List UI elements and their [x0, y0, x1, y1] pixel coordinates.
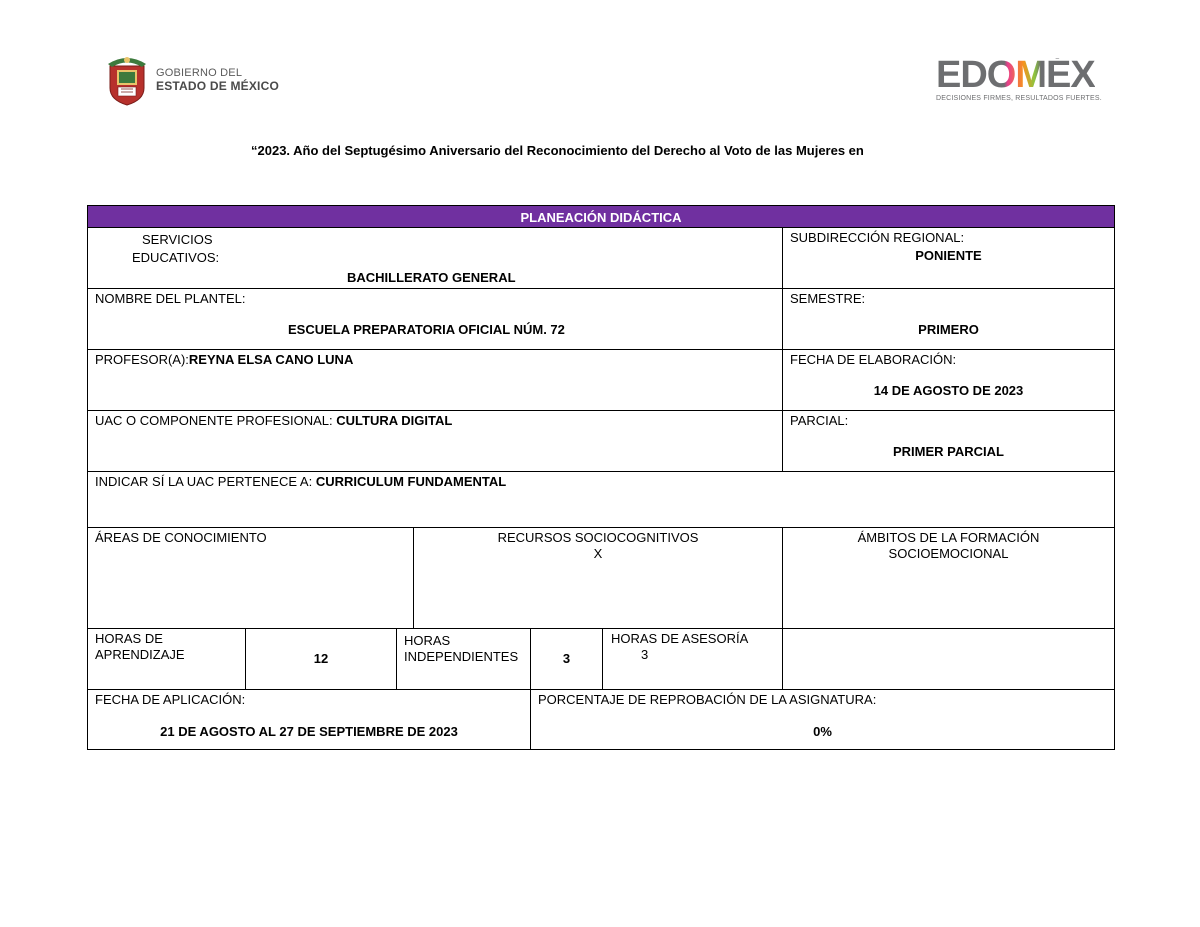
plantel-value: ESCUELA PREPARATORIA OFICIAL NÚM. 72 [288, 322, 565, 337]
planeacion-form [87, 205, 1115, 750]
reprobacion-value: 0% [813, 724, 832, 739]
horas-aprendizaje-value-cell [245, 628, 397, 690]
servicios-cell [87, 227, 783, 289]
recursos-cell [413, 527, 783, 629]
parcial-cell [782, 410, 1115, 472]
ambitos-label-1: ÁMBITOS DE LA FORMACIÓN [857, 530, 1040, 545]
gobierno-logo [104, 54, 279, 106]
parcial-label: PARCIAL: [790, 413, 849, 428]
profesor-cell [87, 349, 783, 411]
form-title: PLANEACIÓN DIDÁCTICA [87, 205, 1115, 228]
year-motto: “2023. Año del Septugésimo Aniversario del Reconocimiento del Derecho al Voto de las Mujeres en [251, 143, 864, 158]
horas-asesoria-value: 3 [641, 647, 649, 662]
horas-independientes-value-cell [530, 628, 603, 690]
fecha-elaboracion-value: 14 DE AGOSTO DE 2023 [873, 383, 1024, 398]
pertenece-value: CURRICULUM FUNDAMENTAL [315, 474, 507, 489]
reprobacion-label: PORCENTAJE DE REPROBACIÓN DE LA ASIGNATURA: [538, 692, 877, 707]
horas-aprendizaje-value: 12 [313, 651, 329, 666]
servicios-label-1: SERVICIOS [142, 232, 213, 247]
profesor-value: REYNA ELSA CANO LUNA [188, 352, 354, 367]
horas-independientes-label-1: HORAS [404, 633, 451, 648]
fecha-elaboracion-label: FECHA DE ELABORACIÓN: [790, 352, 957, 367]
edomex-tagline: DECISIONES FIRMES, RESULTADOS FUERTES. [936, 95, 1102, 102]
reprobacion-cell [530, 689, 1115, 750]
gobierno-line-1: GOBIERNO DEL [156, 67, 243, 79]
areas-label: ÁREAS DE CONOCIMIENTO [95, 530, 267, 545]
horas-independientes-label-cell [396, 628, 531, 690]
subdireccion-cell [782, 227, 1115, 289]
fecha-aplicacion-label: FECHA DE APLICACIÓN: [95, 692, 246, 707]
ambitos-cell [782, 527, 1115, 629]
horas-asesoria-cell [602, 628, 783, 690]
areas-cell [87, 527, 414, 629]
profesor-label: PROFESOR(A): [95, 352, 189, 367]
uac-value: CULTURA DIGITAL [336, 413, 453, 428]
fecha-aplicacion-cell [87, 689, 531, 750]
semestre-value: PRIMERO [918, 322, 979, 337]
horas-independientes-value: 3 [562, 651, 571, 666]
uac-cell [87, 410, 783, 472]
horas-aprendizaje-label-1: HORAS DE [95, 631, 163, 646]
servicios-label-2: EDUCATIVOS: [132, 250, 220, 265]
ambitos-label-2: SOCIOEMOCIONAL [888, 546, 1009, 561]
fecha-aplicacion-value: 21 DE AGOSTO AL 27 DE SEPTIEMBRE DE 2023 [160, 724, 458, 739]
subdireccion-value: PONIENTE [915, 248, 982, 263]
edomex-wordmark: EDOMÉX [936, 54, 1095, 96]
pertenece-cell [87, 471, 1115, 528]
pertenece-label: INDICAR SÍ LA UAC PERTENECE A: [95, 474, 313, 489]
horas-aprendizaje-label-2: APRENDIZAJE [95, 647, 185, 662]
horas-aprendizaje-label-cell [87, 628, 246, 690]
semestre-cell [782, 288, 1115, 350]
plantel-label: NOMBRE DEL PLANTEL: [95, 291, 246, 306]
horas-independientes-label-2: INDEPENDIENTES [404, 649, 519, 664]
horas-blank-cell [782, 628, 1115, 690]
subdireccion-label: SUBDIRECCIÓN REGIONAL: [790, 230, 965, 245]
parcial-value: PRIMER PARCIAL [893, 444, 1004, 459]
servicios-value: BACHILLERATO GENERAL [347, 270, 516, 285]
fecha-elaboracion-cell [782, 349, 1115, 411]
recursos-value: X [593, 546, 603, 561]
edomex-logo [936, 56, 1146, 102]
semestre-label: SEMESTRE: [790, 291, 866, 306]
gobierno-line-2: ESTADO DE MÉXICO [156, 79, 279, 93]
plantel-cell [87, 288, 783, 350]
estado-de-mexico-seal-icon [104, 54, 150, 106]
recursos-label: RECURSOS SOCIOCOGNITIVOS [497, 530, 699, 545]
uac-label: UAC O COMPONENTE PROFESIONAL: [95, 413, 333, 428]
horas-asesoria-label: HORAS DE ASESORÍA [611, 631, 749, 646]
page-header [0, 0, 1200, 130]
